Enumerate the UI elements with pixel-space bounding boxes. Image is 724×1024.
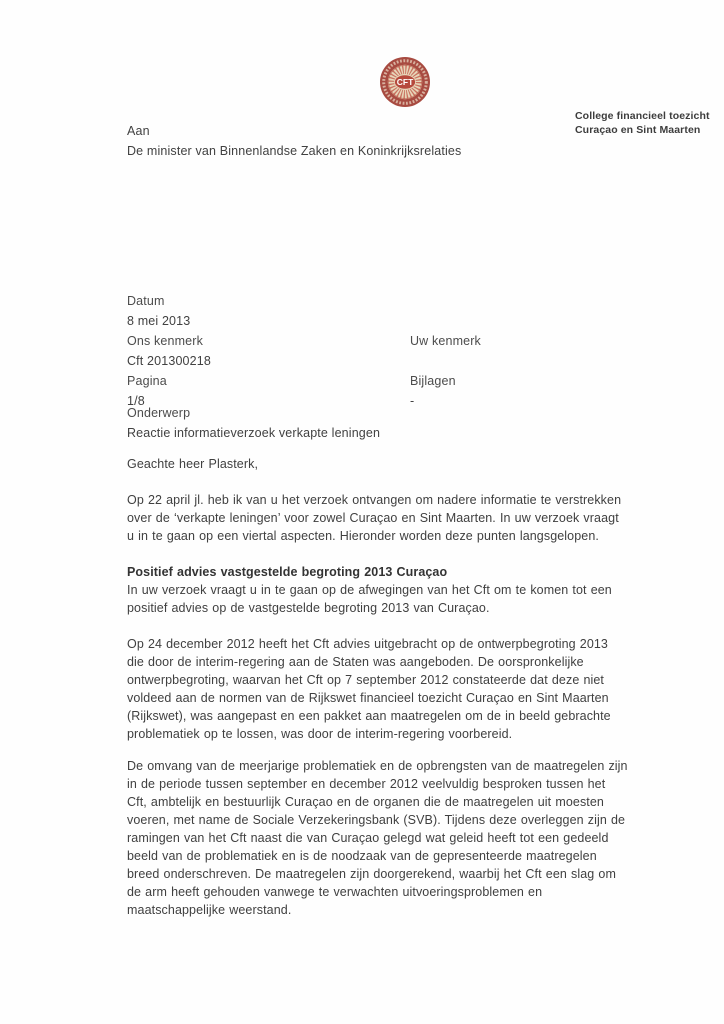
paragraph-3: Op 24 december 2012 heeft het Cft advies uitgebracht op de ontwerpbegroting 2013 die door de interim-regering aan de Staten was aangeboden. De oorspronkelijke ontwerpbegroting, waarvan het Cft op 7 september 2012 constateerde dat deze niet voldeed aan de normen van de Rijkswet financieel toezicht Curaçao en Sint Maarten (Rijkswet), was aangepast en een pakket aan maatregelen om de in beeld gebrachte problematiek op te lossen, was door de interim-regering voorbereid.	[127, 637, 611, 741]
subject-value: Reactie informatieverzoek verkapte leningen	[127, 426, 381, 440]
paragraph-2: In uw verzoek vraagt u in te gaan op de afwegingen van het Cft om te komen tot een positief advies op de vastgestelde begroting 2013 van Curaçao.	[127, 583, 612, 615]
letter-body	[127, 455, 629, 919]
cft-logo	[379, 55, 431, 109]
letter-meta-block	[127, 291, 627, 411]
subject-block	[127, 403, 380, 443]
pagina-label: Pagina	[127, 374, 167, 388]
datum-value: 8 mei 2013	[127, 314, 191, 328]
recipient-block	[127, 121, 461, 161]
cft-seal-icon	[379, 55, 431, 109]
org-name-line1: College financieel toezicht	[575, 110, 710, 122]
salutation: Geachte heer Plasterk,	[127, 457, 259, 471]
uw-kenmerk-label: Uw kenmerk	[410, 334, 481, 348]
datum-label: Datum	[127, 294, 165, 308]
pagina-value: 1/8	[127, 394, 145, 408]
uw-kenmerk-value	[410, 351, 627, 371]
paragraph-4: De omvang van de meerjarige problematiek en de opbrengsten van de maatregelen zijn in de periode tussen september en december 2012 veelvuldig besproken tussen het Cft, ambtelijk en bestuurlijk Curaçao en de organen die de maatregelen uit moesten voeren, met name de Sociale Verzekeringsbank (SVB). Tijdens deze overleggen zijn de ramingen van het Cft naast die van Curaçao gelegd wat geleid heeft tot een gedeeld beeld van de problematiek en is de noodzaak van de gepresenteerde maatregelen breed onderschreven. De maatregelen zijn doorgerekend, waarbij het Cft een slag om de arm heeft gehouden vanwege te verwachten uitvoeringsproblemen en maatschappelijke weerstand.	[127, 759, 628, 917]
org-name-line2: Curaçao en Sint Maarten	[575, 124, 701, 136]
paragraph-1: Op 22 april jl. heb ik van u het verzoek ontvangen om nadere informatie te verstrekken over de ‘verkapte leningen’ voor zowel Curaçao en Sint Maarten. In uw verzoek vraagt u in te gaan op een viertal aspecten. Hieronder worden deze punten langsgelopen.	[127, 493, 622, 543]
subject-label: Onderwerp	[127, 406, 191, 420]
section-heading-1: Positief advies vastgestelde begroting 2013 Curaçao	[127, 565, 448, 579]
org-name	[575, 109, 710, 137]
recipient-name: De minister van Binnenlandse Zaken en Koninkrijksrelaties	[127, 144, 462, 158]
ons-kenmerk-value: Cft 201300218	[127, 354, 211, 368]
bijlagen-label: Bijlagen	[410, 374, 456, 388]
recipient-label: Aan	[127, 124, 150, 138]
cft-logo-text: CFT	[396, 77, 414, 88]
ons-kenmerk-label: Ons kenmerk	[127, 334, 203, 348]
bijlagen-value: -	[410, 394, 415, 408]
